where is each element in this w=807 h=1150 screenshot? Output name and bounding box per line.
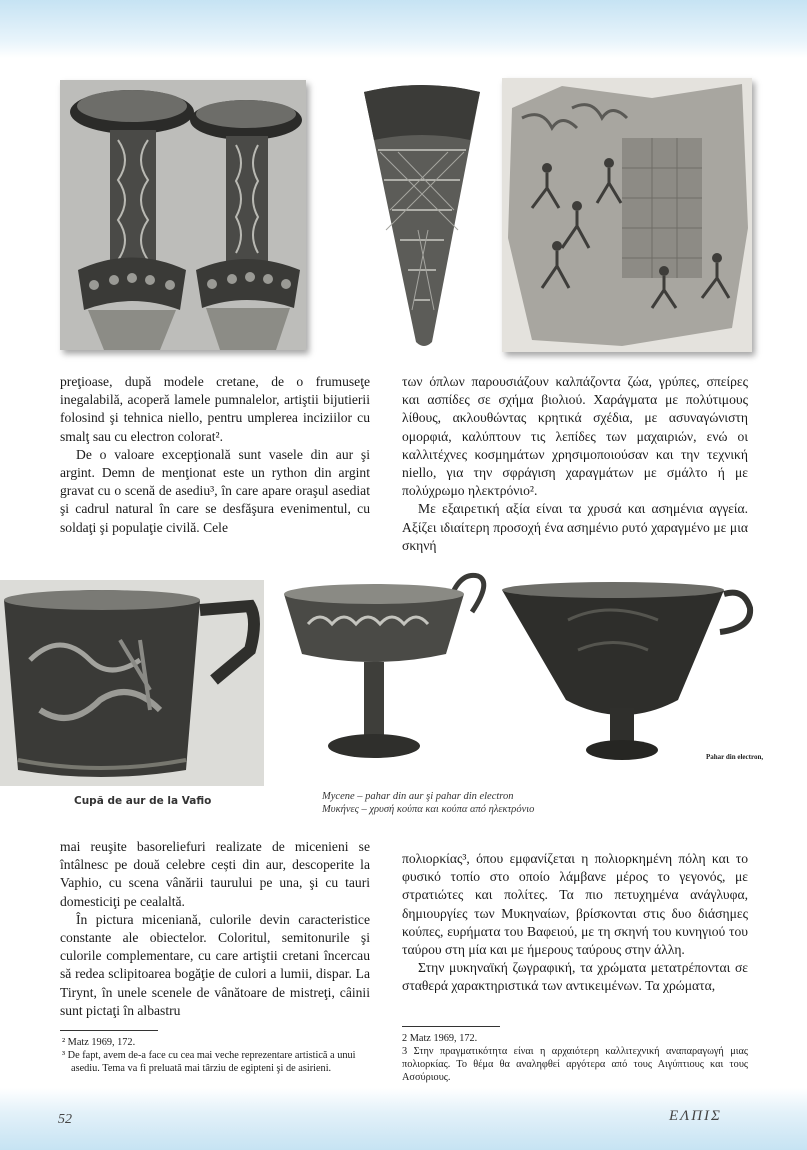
footnotes-greek bbox=[402, 1032, 748, 1084]
footnote: 3 Στην πραγματικότητα είναι η αρχαιότερη καλλιτεχνική αναπαραγωγή μιας πολιορκίας. Το θέμα θα αναληφθεί αργότερα από τους Αιγύπτιους και τους Ασσύριους. bbox=[402, 1046, 748, 1083]
footnotes-romanian bbox=[60, 1036, 372, 1075]
dagger-hilts-photo bbox=[60, 80, 306, 350]
journal-title: ΕΛΠΙΣ bbox=[669, 1108, 722, 1124]
rhyton-photo bbox=[358, 80, 486, 352]
paragraph: Στην μυκηναϊκή ζωγραφική, τα χρώματα μετατρέπονται σε σταθερά χαρακτηριστικά των αντικειμένων. Τα χρώματα, bbox=[402, 960, 748, 994]
caption-greek: Μυκήνες – χρυσή κούπα και κούπα από ηλεκτρόνιο bbox=[322, 804, 535, 815]
footnote: ² Matz 1969, 172. bbox=[62, 1037, 136, 1048]
mycene-cups-caption bbox=[322, 790, 534, 816]
page-number: 52 bbox=[58, 1112, 72, 1127]
footnote: ³ De fapt, avem de-a face cu cea mai veche reprezentare artistică a unui asediu. Tema va fi preluată mai târziu de egipteni şi de asirieni. bbox=[62, 1050, 356, 1074]
mycene-gold-cup-photo bbox=[278, 566, 494, 766]
header-band bbox=[0, 0, 807, 58]
electron-cup-small-caption: Pahar din electron, bbox=[706, 753, 764, 761]
paragraph: mai reuşite basoreliefuri realizate de micenieni se întâlnesc pe două celebre cești din aur, descoperite la Vaphio, cu scena vânării taurului pe una, şi cu tauri domesticiţi pe cealaltă. bbox=[60, 839, 370, 909]
siege-scene-fragment-photo bbox=[502, 78, 752, 352]
left-column-bottom-text bbox=[60, 838, 370, 1020]
caption-romanian: Mycene – pahar din aur şi pahar din electron bbox=[322, 791, 514, 802]
paragraph: πολιορκίας³, όπου εμφανίζεται η πολιορκημένη πόλη και το φυσικό τοπίο στο οποίο λάμβανε μέρος το γεγονός, με στρατιώτες και πολίτες. Τα πιο πετυχημένα ανάγλυφα, δημιουργίες των Μυκηναίων, βρίσκονται στις δυο διάσημες κούπες, ευρήματα του Βαφειού, με τη σκηνή του κυνηγιού του ταύρου στη μία και με ήμερους ταύρους στην άλλη. bbox=[402, 851, 748, 958]
vafio-cup-caption: Cupă de aur de la Vafio bbox=[74, 795, 212, 807]
paragraph: De o valoare excepţională sunt vasele din aur şi argint. Demn de menţionat este un rython din argint gravat cu o scenă de asediu³, în care apare oraşul asediat şi cadrul natural în care se desfăşura evenimentul, cu soldaţi şi populaţie civilă. Cele bbox=[60, 446, 370, 535]
mycene-electron-cup-photo bbox=[498, 580, 762, 770]
right-column-top-text bbox=[402, 373, 748, 555]
right-column-bottom-text bbox=[402, 850, 748, 996]
footnote-rule-right bbox=[402, 1026, 500, 1027]
paragraph: preţioase, după modele cretane, de o frumuseţe inegalabilă, acoperă lamele pumnalelor, artiştii bijutierii folosind şi tehnica niello, pentru umplerea inciziilor cu smalţ sau cu electron colorat². bbox=[60, 374, 370, 444]
left-column-top-text bbox=[60, 373, 370, 537]
paragraph: Με εξαιρετική αξία είναι τα χρυσά και ασημένια αγγεία. Αξίζει ιδιαίτερη προσοχή ένα ασημένιο ρυτό χαραγμένο με μια σκηνή bbox=[402, 501, 748, 553]
paragraph: των όπλων παρουσιάζουν καλπάζοντα ζώα, γρύπες, σπείρες και ασπίδες σε σχήμα βιολιού. Χαράγματα με πολύτιμους λίθους, ακλουθώντας κρητικά σχέδια, με ασυναγώνιστη ομορφιά, καλύπτουν τις λεπίδες των μαχαιριών, ενώ οι καλλιτέχνες κοσμημάτων χρησιμοποιούσαν και την τεχνική niello, για την σφράγιση χαραγμάτων με σμάλτο ή με πολύχρωμο ηλεκτρόνιο². bbox=[402, 374, 748, 499]
paragraph: În pictura miceniană, culorile devin caracteristice constante ale obiectelor. Coloritul, semitonurile şi culorile complementare, cu care artiştii cretani încercau să redea sclipitoarea bogăţie de culori a lumii, dispar. La Tirynt, în unele scenele de vânătoare de mistreţi, câinii sunt pictaţi în albastru bbox=[60, 911, 370, 1018]
vafio-gold-cup-photo bbox=[0, 580, 264, 786]
footnote-rule-left bbox=[60, 1030, 158, 1031]
footnote: 2 Matz 1969, 172. bbox=[402, 1033, 478, 1044]
